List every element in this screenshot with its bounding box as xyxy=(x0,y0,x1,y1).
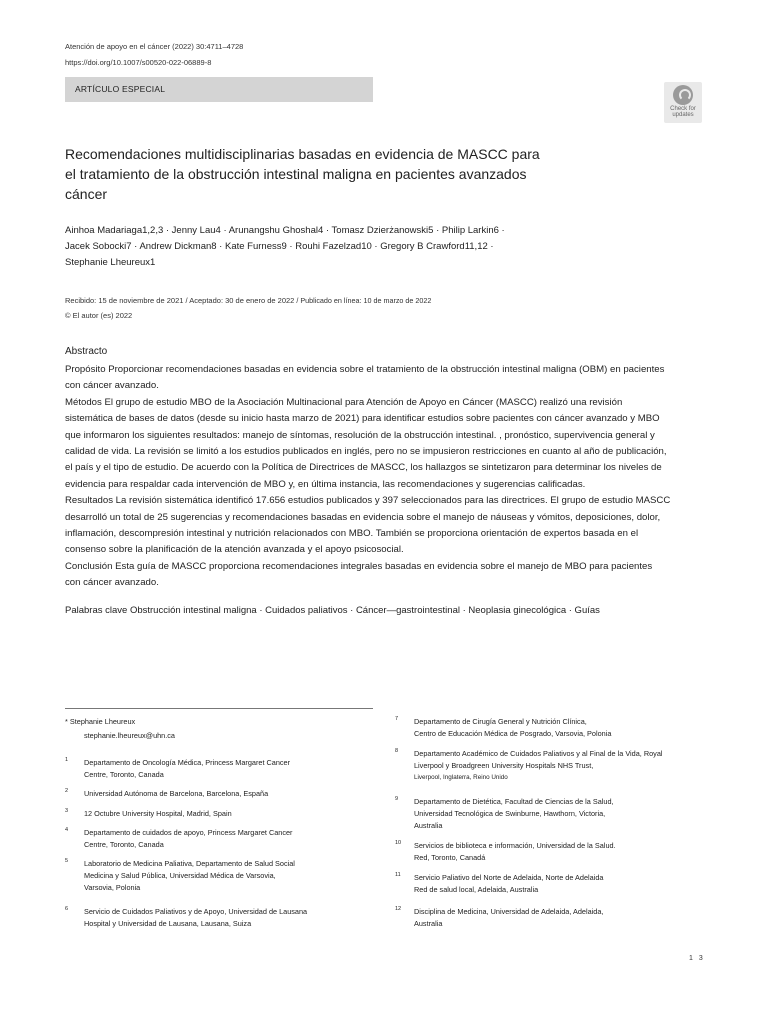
article-type-bar xyxy=(65,77,373,102)
title-line: cáncer xyxy=(65,186,108,202)
affiliation-number: 8 xyxy=(395,748,399,754)
received-accepted-dates: Recibido: 15 de noviembre de 2021 / Aceptado: 30 de enero de 2022 xyxy=(65,296,295,305)
affiliation-text: Australia xyxy=(414,919,443,928)
affiliation-number: 9 xyxy=(395,796,399,802)
affiliation-text: Liverpool, Inglaterra, Reino Unido xyxy=(414,774,508,781)
affiliation-text: Centre, Toronto, Canada xyxy=(84,770,164,779)
affiliation-text: Servicio de Cuidados Paliativos y de Apoyo, Universidad de Lausana xyxy=(84,907,308,916)
affiliation-number: 7 xyxy=(395,716,399,722)
check-for-updates-badge[interactable] xyxy=(664,82,702,123)
abstract-line: inflamación, descompresión intestinal y nutrición relacionados con MBO. También se proporciona orientación de expertos basada en el xyxy=(65,528,639,540)
abstract-line: Conclusión Esta guía de MASCC proporciona recomendaciones integrales basadas en evidencia sobre el manejo de MBO para pacientes xyxy=(65,560,653,572)
affiliation-text: Liverpool y Broadgreen University Hospitals NHS Trust, xyxy=(414,761,594,770)
badge-text-line1: Check for xyxy=(670,106,696,112)
abstract-line: sistemática de bases de datos (desde su inicio hasta marzo de 2021) para identificar estudios sobre pacientes con cáncer avanzado y MBO xyxy=(65,413,660,425)
affiliation-text: Varsovia, Polonia xyxy=(84,883,141,892)
abstract-line: consenso sobre la planificación de la atención avanzada y el apoyo psicosocial. xyxy=(65,544,404,556)
abstract-line: desarrolló un total de 25 sugerencias y recomendaciones basadas en evidencia sobre el manejo de náuseas y vómitos, deposiciones, dolor, xyxy=(65,511,661,523)
author-line: Ainhoa Madariaga1,2,3 · Jenny Lau4 · Arunangshu Ghoshal4 · Tomasz Dzierżanowski5 · Philip Larkin6 · xyxy=(65,225,505,236)
affiliation-text: Hospital y Universidad de Lausana, Lausana, Suiza xyxy=(84,919,252,928)
publication-dates xyxy=(65,296,431,305)
page-number: 1 3 xyxy=(689,955,705,962)
affiliation-number: 5 xyxy=(65,858,69,864)
affiliation-text: Universidad Autónoma de Barcelona, Barcelona, España xyxy=(84,789,269,798)
abstract-body xyxy=(65,362,705,592)
bookmark-icon xyxy=(673,85,693,105)
affiliation-text: Servicio Paliativo del Norte de Adelaida, Norte de Adelaida xyxy=(414,873,604,882)
affiliation-number: 1 xyxy=(65,757,69,763)
affiliation-number: 10 xyxy=(395,840,402,846)
published-date: / Publicado en línea: 10 de marzo de 2022 xyxy=(294,296,432,305)
title-line: Recomendaciones multidisciplinarias basadas en evidencia de MASCC para xyxy=(65,146,540,162)
keywords: Palabras clave Obstrucción intestinal maligna · Cuidados paliativos · Cáncer—gastrointestinal · Neoplasia ginecológica · Guías xyxy=(65,605,600,616)
affiliation-number: 4 xyxy=(65,827,69,833)
affiliation-text: Servicios de biblioteca e información, Universidad de la Salud. xyxy=(414,841,616,850)
affiliation-text: Departamento de Dietética, Facultad de Ciencias de la Salud, xyxy=(414,797,614,806)
abstract-line: calidad de vida. La revisión se limitó a los estudios publicados en inglés, pero no se impusieron restricciones en cuanto al año de publicación, xyxy=(65,446,667,458)
affiliation-number: 3 xyxy=(65,808,69,814)
affiliation-text: Departamento de cuidados de apoyo, Princess Margaret Cancer xyxy=(84,828,293,837)
doi-link[interactable]: https://doi.org/10.1007/s00520-022-06889-8 xyxy=(65,58,212,67)
correspondence-email[interactable]: stephanie.lheureux@uhn.ca xyxy=(84,731,175,740)
affiliation-number: 11 xyxy=(395,872,401,878)
title-line: el tratamiento de la obstrucción intestinal maligna en pacientes avanzados xyxy=(65,166,527,182)
affiliation-text: Laboratorio de Medicina Paliativa, Departamento de Salud Social xyxy=(84,859,295,868)
abstract-line: con cáncer avanzado. xyxy=(65,380,159,392)
abstract-line: el país y el tipo de estudio. De acuerdo con la Política de Directrices de MASCC, los hallazgos se sintetizaron para determinar los niveles de xyxy=(65,462,662,474)
correspondence-name: * Stephanie Lheureux xyxy=(65,717,136,726)
abstract-line: evidencia para respaldar cada intervención de MBO y, en última instancia, las recomendaciones y sugerencias calificadas. xyxy=(65,478,586,490)
abstract-line: Propósito Proporcionar recomendaciones basadas en evidencia sobre el tratamiento de la obstrucción intestinal maligna (OBM) en pacientes xyxy=(65,364,665,375)
author-list xyxy=(65,223,625,271)
affiliation-text: Universidad Tecnológica de Swinburne, Hawthorn, Victoria, xyxy=(414,809,606,818)
affiliation-number: 12 xyxy=(395,906,402,912)
affiliation-text: Centro de Educación Médica de Posgrado, Varsovia, Polonia xyxy=(414,729,612,738)
affiliation-text: Medicina y Salud Pública, Universidad Médica de Varsovia, xyxy=(84,871,276,880)
author-line: Jacek Sobocki7 · Andrew Dickman8 · Kate Furness9 · Rouhi Fazelzad10 · Gregory B Crawford11,12 · xyxy=(65,241,494,252)
badge-text-line2: updates xyxy=(672,112,694,118)
abstract-line: Resultados La revisión sistemática identificó 17.656 estudios publicados y 397 seleccionados para las directrices. El grupo de estudio MASCC xyxy=(65,495,671,507)
abstract-heading: Abstracto xyxy=(65,346,108,357)
journal-citation: Atención de apoyo en el cáncer (2022) 30:4711–4728 xyxy=(65,42,244,51)
affiliation-text: Departamento de Oncología Médica, Princess Margaret Cancer xyxy=(84,758,291,767)
affiliation-text: Red, Toronto, Canadá xyxy=(414,853,486,862)
affiliation-text: Disciplina de Medicina, Universidad de Adelaida, Adelaida, xyxy=(414,907,604,916)
abstract-line: Métodos El grupo de estudio MBO de la Asociación Multinacional para Atención de Apoyo en Cáncer (MASCC) realizó una revisión xyxy=(65,396,623,408)
affiliation-number: 2 xyxy=(65,788,69,794)
footnote-divider xyxy=(65,708,373,709)
affiliation-number: 6 xyxy=(65,906,69,912)
affiliation-text: 12 Octubre University Hospital, Madrid, Spain xyxy=(84,809,232,818)
affiliation-text: Centre, Toronto, Canada xyxy=(84,840,164,849)
affiliation-text: Departamento Académico de Cuidados Paliativos y al Final de la Vida, Royal xyxy=(414,749,663,758)
abstract-line: que informaron los siguientes resultados: manejo de síntomas, resolución de la obstrucción intestinal. , pronóstico, supervivencia general y xyxy=(65,429,655,441)
affiliation-text: Departamento de Cirugía General y Nutrición Clínica, xyxy=(414,717,587,726)
affiliation-text: Australia xyxy=(414,821,443,830)
abstract-line: con cáncer avanzado. xyxy=(65,577,159,589)
author-line: Stephanie Lheureux1 xyxy=(65,257,156,268)
affiliation-text: Red de salud local, Adelaida, Australia xyxy=(414,885,539,894)
copyright: © El autor (es) 2022 xyxy=(65,311,133,320)
article-title xyxy=(65,144,565,204)
article-type-label: ARTÍCULO ESPECIAL xyxy=(75,84,166,94)
